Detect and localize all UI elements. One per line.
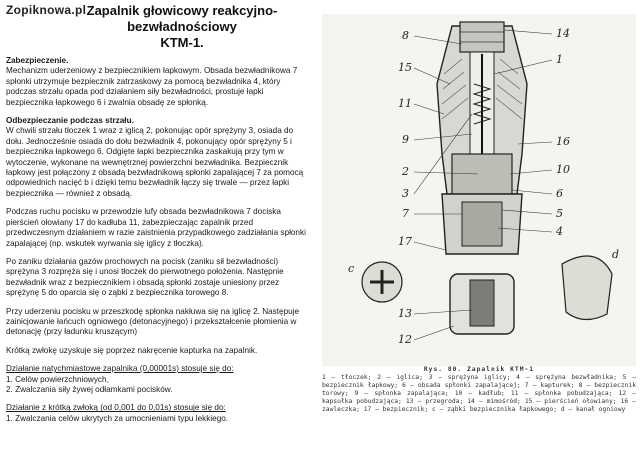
list-item: 1. Zwalczania celów ukrytych za umocnieniami typu lekkiego. — [6, 413, 229, 423]
heading-odbezpieczanie: Odbezpieczanie podczas strzału. — [6, 116, 134, 126]
section-zabezpieczenie — [6, 56, 306, 108]
text-odbezpieczanie: W chwili strzału tłoczek 1 wraz z iglicą 2, pokonując opór sprężyny 3, osiada do dołu. Jednocześnie osiada do dołu bezwładnik 4, pokonujący opór sprężyny 5 i bezpiecznika łapkowego 6. Odgięte łapki bezpiecznika zaskakują przy tym w wytoczenie, wykonane na wewnętrznej powierzchni bezwładnika. Bezpiecznik łapkowy jest połączony z obsadą bezwładnikową spłonki zapalającej 7 za pomocą odpowiednich nacięć b i dzięki temu bezwładnik łączy się trwale — przez łapki bezpiecznika — również z obsadą. — [6, 126, 304, 198]
fuze-cross-section-drawing — [322, 14, 636, 366]
fig-label: 12 — [398, 333, 412, 346]
fig-label: 17 — [398, 235, 412, 248]
heading-zabezpieczenie: Zabezpieczenie. — [6, 56, 69, 65]
watermark: Zopiknowa.pl — [6, 3, 87, 17]
title-line-1: Zapalnik głowicowy reakcyjno-bezwładnościowy — [86, 3, 278, 34]
fig-label: d — [612, 248, 620, 261]
paragraph-krotka-zwloka: Krótką zwłokę uzyskuje się poprzez nakręcenie kapturka na zapalnik. — [6, 345, 258, 355]
fig-label: 7 — [402, 207, 409, 220]
list-item: 1. Celów powierzchniowych, — [6, 374, 109, 384]
fig-label: 2 — [402, 165, 409, 178]
fig-label: 14 — [556, 27, 570, 40]
paragraph-po-zaniku: Po zaniku działania gazów prochowych na pocisk (zaniku sił bezwładności) sprężyna 3 rozpręża się i unosi tłoczek do pierwotnego położenia. Następnie bezwładnik wraz z bezpiecznikiem i obsadą spłonki zostaje uniesiony przez sprężynę 5 do oparcia się o ząbki z bezpiecznika torowego 8. — [6, 256, 284, 298]
fig-label: 6 — [556, 187, 563, 200]
fig-label: 3 — [402, 187, 409, 200]
section-odbezpieczanie — [6, 116, 306, 199]
text-column — [6, 56, 306, 432]
figure-caption — [322, 366, 636, 415]
fig-label: 8 — [402, 29, 409, 42]
fig-label: 10 — [556, 163, 570, 176]
fig-label: 9 — [402, 133, 409, 146]
detail-clip-shape — [562, 256, 612, 320]
cap-shape — [460, 22, 504, 52]
heading-krotka-zwloka: Działanie z krótką zwłoką (od 0,001 do 0,01s) stosuje się do: — [6, 403, 226, 413]
caption-text: 1 — tłoczek; 2 — iglica; 3 — sprężyna iglicy; 4 — sprężyna bezwładnika; 5 — bezpiecznik łapkowy; 6 — obsada spłonki zapalającej; 7 — kapturek; 8 — bezpiecznik torowy; 9 — spłonka zapalająca; 10 — kadłub; 11 — spłonka pobudzająca; 12 — kapsułka pobudzająca; 13 — przegroda; 14 — mimośród; 15 — pierścień ołowiany; 16 — zawleczka; 17 — bezpiecznik; c — ząbki bezpiecznika łapkowego; d — kanał ogniowy — [322, 374, 636, 414]
booster-charge-shape — [470, 280, 494, 326]
list-item: 2. Zwalczania siły żywej odłamkami pocisków. — [6, 384, 173, 394]
fig-label: 5 — [556, 207, 563, 220]
inertia-body-shape — [452, 154, 512, 194]
page-title — [32, 3, 332, 51]
fig-label: 16 — [556, 135, 570, 148]
paragraph-podczas-ruchu: Podczas ruchu pocisku w przewodzie lufy obsada bezwładnikowa 7 dociska pierścień ołowiany 17 do kadłuba 11, zabezpieczając zapalnik przed przedwczesnym działaniem w razie zaistnienia przypadkowego zadziałania spłonki zapalającej (np. wskutek wyrwania się iglicy z tłoczka). — [6, 207, 306, 248]
section-krotka-zwloka — [6, 403, 306, 424]
section-natychmiastowe — [6, 364, 306, 395]
fig-label: 11 — [398, 97, 412, 110]
title-line-2: KTM-1. — [160, 35, 204, 50]
paragraph-przy-uderzeniu: Przy uderzeniu pocisku w przeszkodę spłonka nakłuwa się na iglicę 2. Następuje zainicjowanie łańcuch ogniowego (detonacyjnego) i przekształcenie płomienia w detonację (przy ładunku kruszącym) — [6, 306, 300, 337]
text-zabezpieczenie: Mechanizm uderzeniowy z bezpiecznikiem łapkowym. Obsada bezwładnikowa 7 spłonki utrzymuje bezpiecznik zatrzaskowy za pomocą bezwładnika 4, który podczas strzału opada pod działaniem siły bezwładności, prostuje łapki bezpiecznika łapkowego 6 i zwalnia obsadę ze spłonką. — [6, 66, 298, 107]
fig-label: 4 — [556, 225, 563, 238]
fig-label: c — [348, 262, 355, 275]
heading-natychmiastowe: Działanie natychmiastowe zapalnika (0,00001s) stosuje się do: — [6, 364, 234, 374]
caption-title: Rys. 80. Zapalnik KTM-1 — [423, 366, 535, 373]
fig-label: 15 — [398, 61, 412, 74]
fig-label: 1 — [556, 53, 563, 66]
fig-label: 13 — [398, 307, 412, 320]
detonator-holder-shape — [462, 202, 502, 246]
